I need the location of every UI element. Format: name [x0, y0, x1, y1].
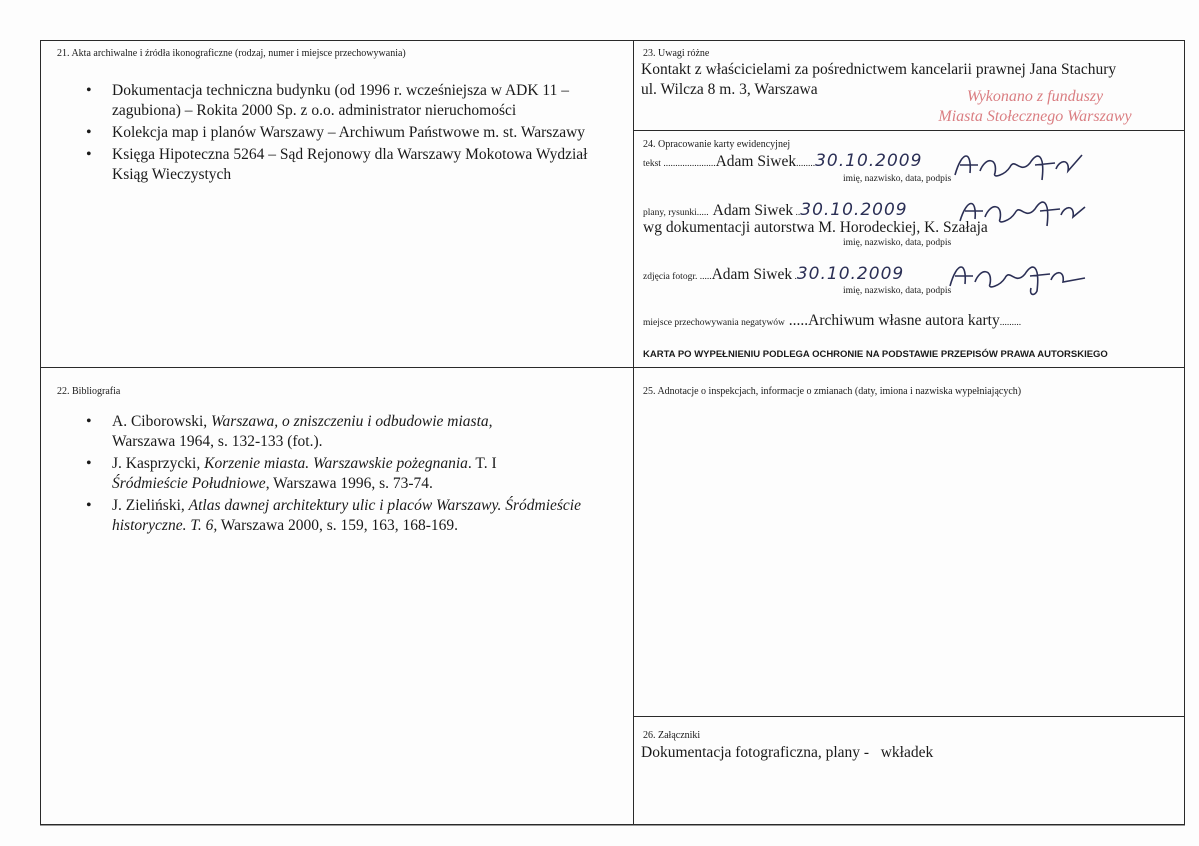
- signature-icon: [950, 145, 1090, 185]
- signature-icon: [945, 256, 1095, 298]
- section-26-value: Dokumentacja fotograficzna, plany - wkładek: [641, 744, 934, 761]
- section-23-line2: ul. Wilcza 8 m. 3, Warszawa: [641, 81, 818, 98]
- section-23-line1: Kontakt z właścicielami za pośrednictwem kancelarii prawnej Jana Stachury: [641, 61, 1117, 78]
- plany-row: plany, rysunki..... Adam Siwek ..30.10.2009: [643, 200, 908, 220]
- section-21-list: [82, 81, 602, 185]
- column-divider: [633, 40, 634, 825]
- list-item: • J. Zieliński, Atlas dawnej architektury ulic i placów Warszawy. Śródmieście historyczne. T. 6, Warszawa 2000, s. 159, 163, 168-169.: [82, 496, 602, 536]
- section-23-title: 23. Uwagi różne: [643, 48, 710, 59]
- copyright-note: KARTA PO WYPEŁNIENIU PODLEGA OCHRONIE NA PODSTAWIE PRZEPISÓW PRAWA AUTORSKIEGO: [643, 349, 1108, 360]
- miejsce-row: miejsce przechowywania negatywów .....Archiwum własne autora karty.........: [643, 312, 1022, 329]
- caption-tekst: imię, nazwisko, data, podpis: [843, 174, 952, 184]
- divider-26: [633, 716, 1185, 717]
- funding-stamp: Wykonano z funduszy Miasta Stołecznego Warszawy: [938, 88, 1132, 125]
- section-22-title: 22. Bibliografia: [57, 386, 121, 397]
- section-25-title: 25. Adnotacje o inspekcjach, informacje o zmianach (daty, imiona i nazwiska wypełniających): [643, 386, 1022, 397]
- caption-zdjecia: imię, nazwisko, data, podpis: [843, 286, 952, 296]
- caption-plany: imię, nazwisko, data, podpis: [843, 238, 952, 248]
- list-item: • J. Kasprzycki, Korzenie miasta. Warszawskie pożegnania. T. I Śródmieście Południowe, Warszawa 1996, s. 73-74.: [82, 454, 602, 494]
- list-item: • Kolekcja map i planów Warszawy – Archiwum Państwowe m. st. Warszawy: [82, 123, 602, 143]
- bottom-shadow: [40, 825, 1185, 826]
- handwritten-date: 30.10.2009: [800, 200, 908, 220]
- list-item: • Dokumentacja techniczna budynku (od 1996 r. wcześniejsza w ADK 11 – zagubiona) – Rokita 2000 Sp. z o.o. administrator nieruchomości: [82, 81, 602, 121]
- section-21-title: 21. Akta archiwalne i źródła ikonograficzne (rodzaj, numer i miejsce przechowywania): [57, 48, 406, 59]
- section-22-list: [82, 412, 602, 536]
- divider-23-24: [633, 130, 1185, 131]
- handwritten-date: 30.10.2009: [796, 264, 905, 284]
- handwritten-date: 30.10.2009: [815, 151, 923, 171]
- list-item: • A. Ciborowski, Warszawa, o zniszczeniu i odbudowie miasta, Warszawa 1964, s. 132-133 (fot.).: [82, 412, 602, 452]
- row-divider-main: [40, 367, 1185, 368]
- tekst-row: tekst ......................Adam Siwek........30.10.2009: [643, 151, 923, 171]
- list-item: • Księga Hipoteczna 5264 – Sąd Rejonowy dla Warszawy Mokotowa Wydział Ksiąg Wieczystych: [82, 145, 602, 185]
- zdjecia-row: zdjęcia fotogr. .....Adam Siwek .30.10.2009: [643, 264, 905, 284]
- plany-extra: wg dokumentacji autorstwa M. Horodeckiej, K. Szałaja: [643, 219, 988, 236]
- section-26-title: 26. Załączniki: [643, 730, 701, 741]
- section-24-title: 24. Opracowanie karty ewidencyjnej: [643, 139, 791, 150]
